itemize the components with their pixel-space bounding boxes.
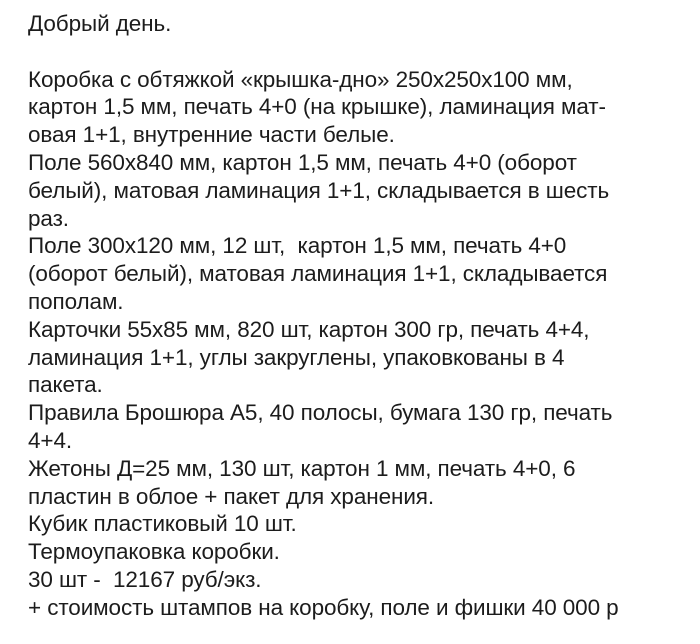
- item-field-small-line-3: пополам.: [28, 288, 124, 314]
- item-cards-line-2: ламинация 1+1, углы закруглены, упаковкованы в 4: [28, 344, 565, 370]
- item-tokens-line-1: Жетоны Д=25 мм, 130 шт, картон 1 мм, печать 4+0, 6: [28, 455, 576, 481]
- price-line: 30 шт - 12167 руб/экз.: [28, 566, 262, 592]
- item-box: [28, 66, 688, 149]
- blank-line: [28, 38, 688, 66]
- item-cube: Кубик пластиковый 10 шт.: [28, 511, 297, 537]
- item-cards: [28, 316, 688, 399]
- item-rules-line-1: Правила Брошюра А5, 40 полосы, бумага 130 гр, печать: [28, 400, 613, 426]
- item-rules-line-2: 4+4.: [28, 427, 73, 453]
- item-field-small-line-1: Поле 300х120 мм, 12 шт, картон 1,5 мм, печать 4+0: [28, 233, 567, 259]
- item-tokens: [28, 455, 688, 511]
- item-rules: [28, 399, 688, 455]
- item-cards-line-3: пакета.: [28, 372, 103, 398]
- message-body: [28, 10, 688, 622]
- item-field-large-line-3: раз.: [28, 205, 69, 231]
- item-field-small-line-2: (оборот белый), матовая ламинация 1+1, складывается: [28, 261, 608, 287]
- item-box-line-2: картон 1,5 мм, печать 4+0 (на крышке), ламинация мат-: [28, 94, 606, 120]
- greeting: Добрый день.: [28, 11, 172, 36]
- item-box-line-1: Коробка с обтяжкой «крышка-дно» 250х250х100 мм,: [28, 66, 573, 92]
- item-tokens-line-2: пластин в облое + пакет для хранения.: [28, 483, 435, 509]
- item-box-line-3: овая 1+1, внутренние части белые.: [28, 122, 395, 148]
- item-field-large-line-2: белый), матовая ламинация 1+1, складывается в шесть: [28, 177, 610, 203]
- item-shrink-wrap: Термоупаковка коробки.: [28, 539, 280, 565]
- item-field-large-line-1: Поле 560х840 мм, картон 1,5 мм, печать 4+0 (оборот: [28, 149, 577, 175]
- item-field-small: [28, 232, 688, 315]
- item-field-large: [28, 149, 688, 232]
- item-cards-line-1: Карточки 55х85 мм, 820 шт, картон 300 гр, печать 4+4,: [28, 316, 590, 342]
- extra-cost-line: + стоимость штампов на коробку, поле и фишки 40 000 р: [28, 594, 619, 620]
